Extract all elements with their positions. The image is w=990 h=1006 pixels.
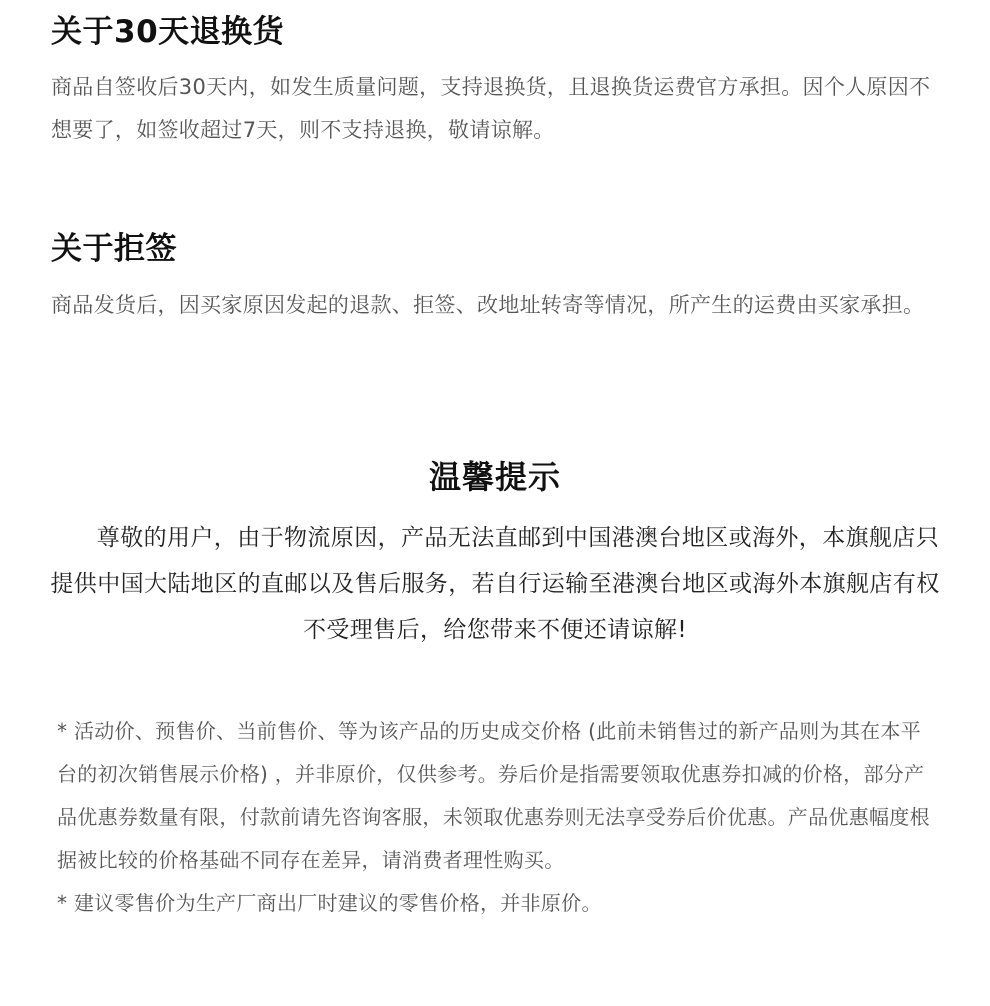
msrp-disclaimer: * 建议零售价为生产厂商出厂时建议的零售价格，并非原价。 bbox=[57, 891, 602, 915]
disclaimers-section bbox=[57, 710, 937, 925]
returns-section bbox=[51, 12, 941, 152]
refusal-text: 商品发货后，因买家原因发起的退款、拒签、改地址转寄等情况，所产生的运费由买家承担。 bbox=[51, 293, 925, 317]
notice-section bbox=[50, 456, 940, 653]
notice-text: 尊敬的用户，由于物流原因，产品无法直邮到中国港澳台地区或海外，本旗舰店只提供中国大陆地区的直邮以及售后服务，若自行运输至港澳台地区或海外本旗舰店有权不受理售后，给您带来不便还请谅解! bbox=[50, 525, 940, 643]
refusal-title: 关于拒签 bbox=[51, 231, 177, 267]
price-disclaimer: * 活动价、预售价、当前售价、等为该产品的历史成交价格 (此前未销售过的新产品则为其在本平台的初次销售展示价格) ，并非原价，仅供参考。券后价是指需要领取优惠券扣减的价格，部分产品优惠券数量有限，付款前请先咨询客服，未领取优惠券则无法享受券后价优惠。产品优惠幅度根据被比较的价格基础不同存在差异，请消费者理性购买。 bbox=[57, 719, 930, 872]
returns-text: 商品自签收后30天内，如发生质量问题，支持退换货，且退换货运费官方承担。因个人原因不想要了，如签收超过7天，则不支持退换，敬请谅解。 bbox=[51, 75, 931, 142]
refusal-section bbox=[51, 229, 941, 327]
notice-text-block bbox=[50, 515, 940, 653]
returns-title: 关于30天退换货 bbox=[51, 14, 285, 50]
notice-title: 温馨提示 bbox=[428, 458, 561, 496]
